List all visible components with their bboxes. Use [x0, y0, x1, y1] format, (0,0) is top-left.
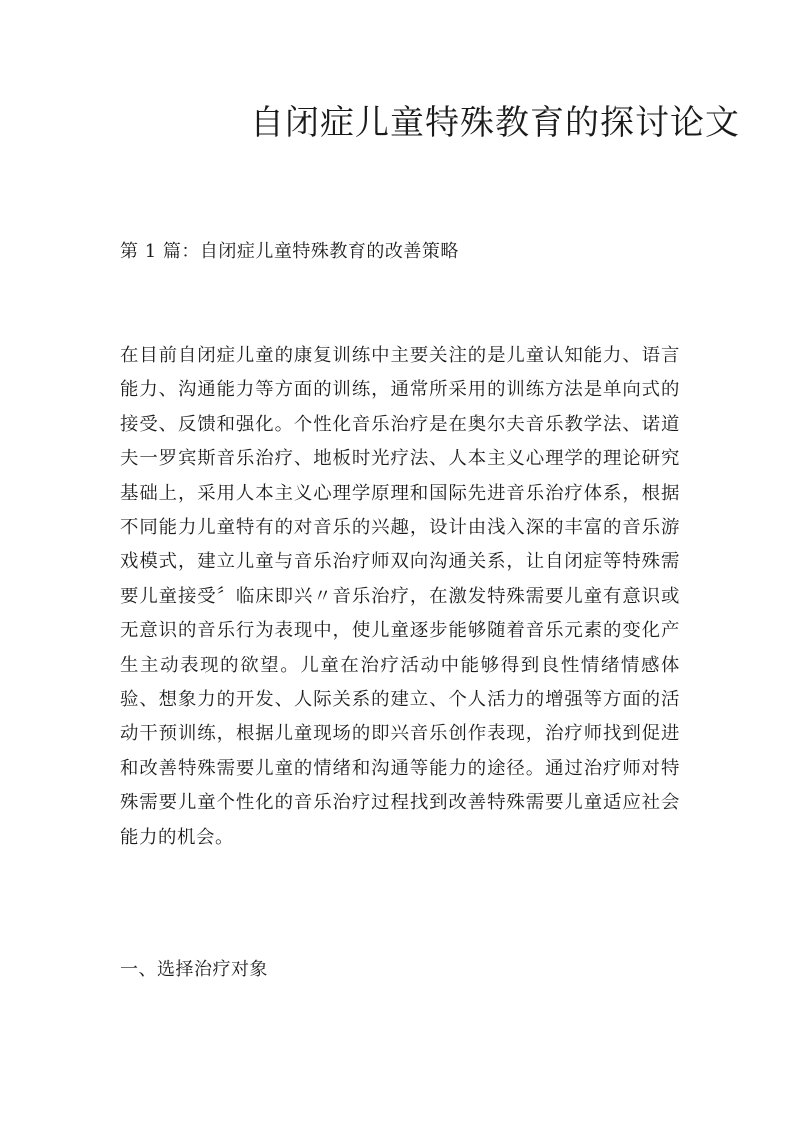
chapter-heading: 第 1 篇：自闭症儿童特殊教育的改善策略	[120, 241, 459, 262]
body-paragraph: 在目前自闭症儿童的康复训练中主要关注的是儿童认知能力、语言能力、沟通能力等方面的训练，通常所采用的训练方法是单向式的接受、反馈和强化。个性化音乐治疗是在奥尔夫音乐教学法、诺道夫一罗宾斯音乐治疗、地板时光疗法、人本主义心理学的理论研究基础上，采用人本主义心理学原理和国际先进音乐治疗体系，根据不同能力儿童特有的对音乐的兴趣，设计由浅入深的丰富的音乐游戏模式，建立儿童与音乐治疗师双向沟通关系，让自闭症等特殊需要儿童接受〞临床即兴〃音乐治疗，在激发特殊需要儿童有意识或无意识的音乐行为表现中，使儿童逐步能够随着音乐元素的变化产生主动表现的欲望。儿童在治疗活动中能够得到良性情绪情感体验、想象力的开发、人际关系的建立、个人活力的增强等方面的活动干预训练，根据儿童现场的即兴音乐创作表现，治疗师找到促进和改善特殊需要儿童的情绪和沟通等能力的途径。通过治疗师对特殊需要儿童个性化的音乐治疗过程找到改善特殊需要儿童适应社会能力的机会。	[120, 345, 680, 848]
document-title: 自闭症儿童特殊教育的探讨论文	[250, 103, 740, 143]
section-heading: 一、选择治疗对象	[120, 959, 268, 980]
